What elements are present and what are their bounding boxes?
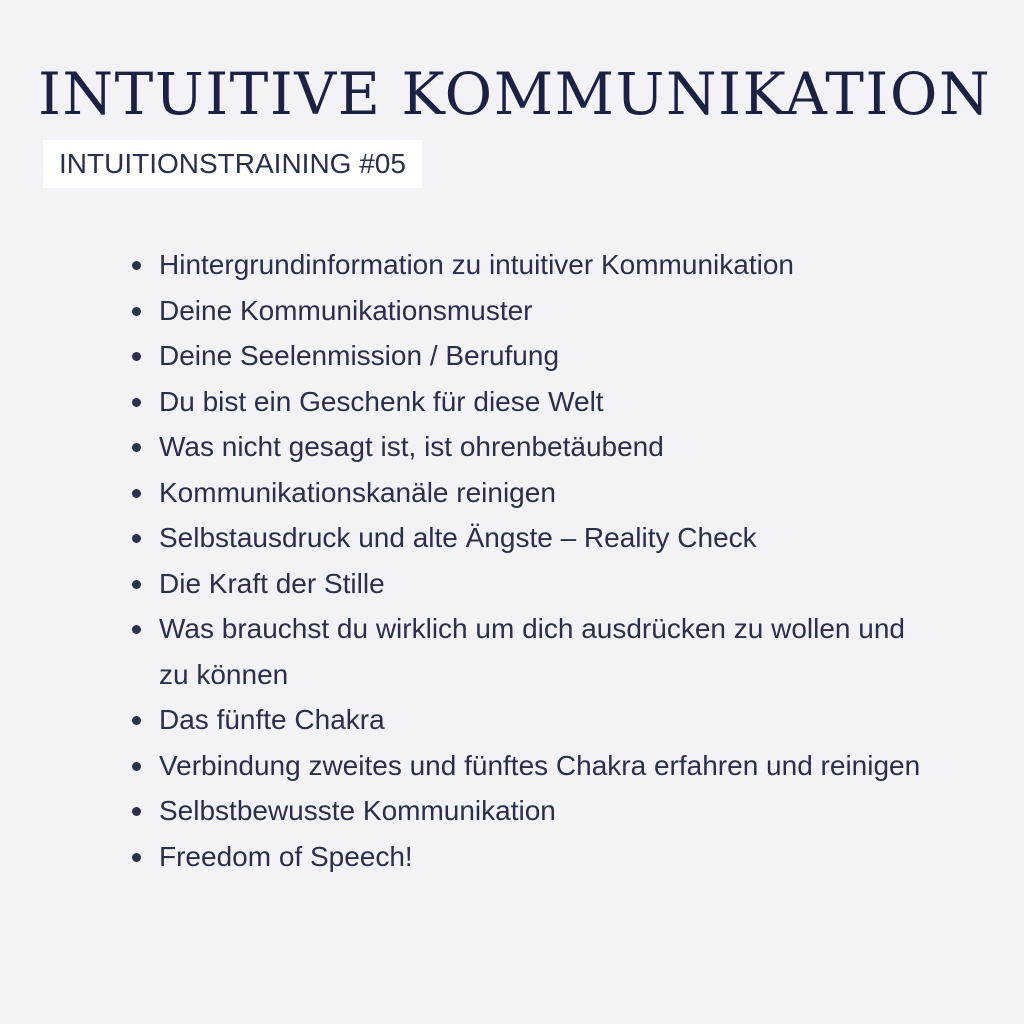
list-item-text: Selbstbewusste Kommunikation (159, 795, 556, 826)
list-item (130, 515, 930, 561)
bullet-dot-icon (132, 625, 141, 634)
bullet-dot-icon (132, 352, 141, 361)
list-item (130, 697, 930, 743)
list-item (130, 470, 930, 516)
list-item (130, 242, 930, 288)
bullet-dot-icon (132, 443, 141, 452)
list-item (130, 788, 930, 834)
bullet-dot-icon (132, 534, 141, 543)
list-item-text: Die Kraft der Stille (159, 567, 385, 599)
topic-list (130, 242, 930, 879)
list-item-text: Kommunikationskanäle reinigen (159, 476, 556, 508)
bullet-dot-icon (132, 853, 141, 862)
subtitle-text: INTUITIONSTRAINING #05 (59, 148, 406, 179)
list-item-text: Verbindung zweites und fünftes Chakra erfahren und reinigen (159, 749, 921, 781)
list-item-text: Selbstausdruck und alte Ängste – Reality Check (159, 522, 757, 553)
subtitle-badge (43, 140, 422, 188)
list-item-text: Freedom of Speech! (159, 840, 413, 872)
list-item-text: Deine Kommunikationsmuster (159, 294, 533, 326)
bullet-dot-icon (132, 580, 141, 589)
list-item (130, 561, 930, 607)
bullet-dot-icon (132, 261, 141, 270)
list-item (130, 288, 930, 334)
list-item (130, 743, 930, 789)
bullet-dot-icon (132, 716, 141, 725)
list-item (130, 333, 930, 379)
bullet-dot-icon (132, 398, 141, 407)
list-item-text: Hintergrundinformation zu intuitiver Kommunikation (159, 249, 794, 280)
bullet-dot-icon (132, 489, 141, 498)
bullet-dot-icon (132, 307, 141, 316)
list-item-text: Was nicht gesagt ist, ist ohrenbetäubend (159, 431, 664, 462)
page-title: INTUITIVE KOMMUNIKATION (38, 60, 992, 128)
list-item-text: Du bist ein Geschenk für diese Welt (159, 385, 604, 417)
list-item-text: Deine Seelenmission / Berufung (159, 340, 560, 371)
list-item (130, 834, 930, 880)
list-item-text: Was brauchst du wirklich um dich ausdrücken zu wollen und zu können (159, 613, 905, 690)
bullet-dot-icon (132, 807, 141, 816)
list-item (130, 606, 930, 697)
list-item (130, 379, 930, 425)
bullet-dot-icon (132, 762, 141, 771)
list-item (130, 424, 930, 470)
list-item-text: Das fünfte Chakra (159, 704, 385, 735)
